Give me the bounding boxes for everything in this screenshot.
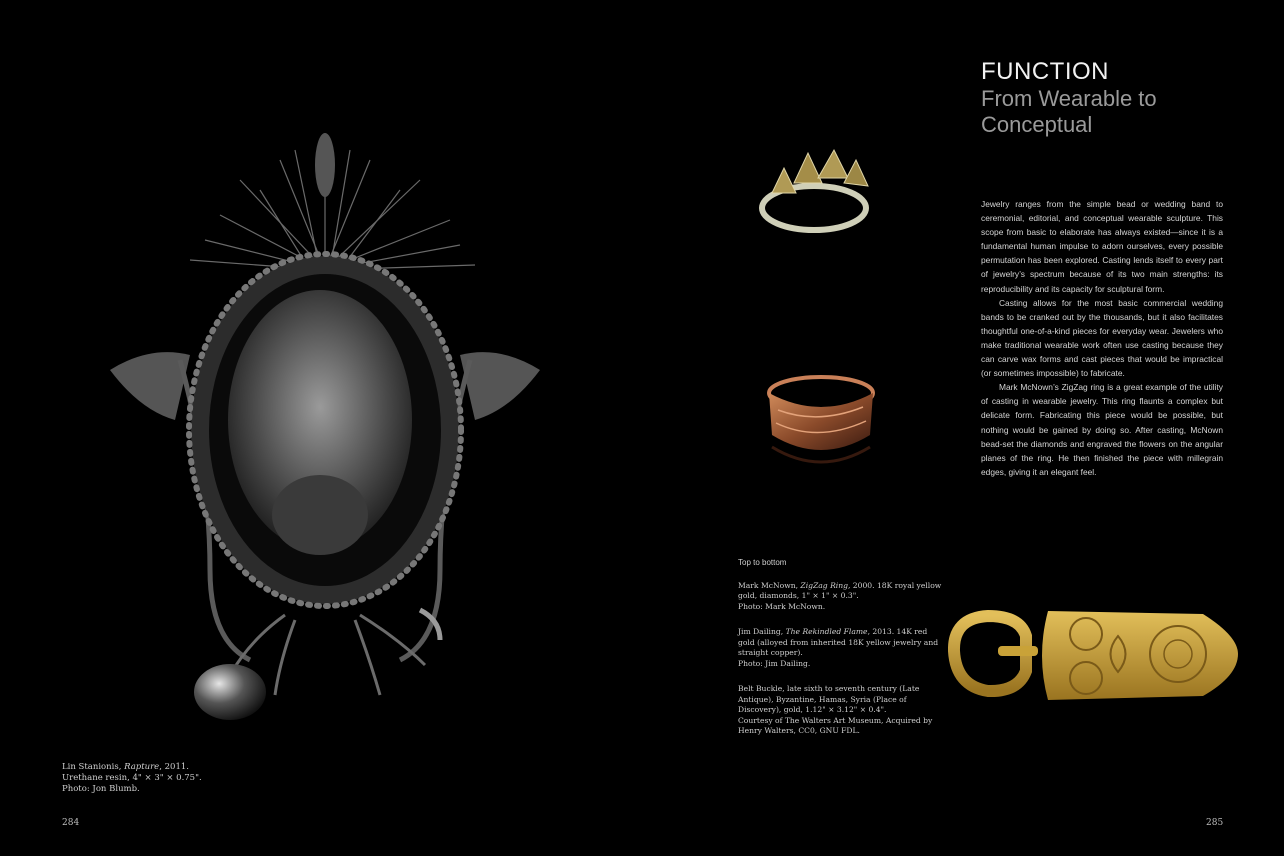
paragraph: Casting allows for the most basic commercial wedding bands to be cranked out by the thousands, but it also facilitates thoughtful one-of-a-kind pieces for everyday wear. Jewelers who make traditional wearable work often use casting because they can carve wax forms and cast pieces that would be impractical (or sometimes impossible) to fabricate. xyxy=(981,297,1223,379)
image-captions xyxy=(738,558,943,752)
crest-bud xyxy=(315,133,335,197)
rekindled-flame-ring-photo xyxy=(758,365,884,485)
body-text xyxy=(981,197,1223,479)
caption-ring-1: Mark McNown, ZigZag Ring, 2000. 18K royal yellow gold, diamonds, 1" × 1" × 0.3". Photo: Mark McNown. xyxy=(738,580,942,611)
right-flower xyxy=(460,352,540,420)
brooch-caption: Lin Stanionis, Rapture, 2011. Urethane resin, 4" × 3" × 0.75". Photo: Jon Blumb. xyxy=(62,762,202,794)
section-heading: FUNCTION xyxy=(981,58,1109,85)
paragraph: Jewelry ranges from the simple bead or wedding band to ceremonial, editorial, and conceptual wearable sculpture. This scope from basic to elaborate has always existed—since it is a fundamental human impulse to adorn ourselves, every possible permutation has been explored. Casting lends itself to every part of jewelry’s spectrum because of its two main strengths: its reproducibility and its capacity for sculptural form. xyxy=(981,199,1223,294)
brooch-photo xyxy=(80,120,570,730)
belt-buckle-photo xyxy=(948,596,1242,714)
page-number-left: 284 xyxy=(62,818,80,828)
section-subheading: From Wearable to Conceptual xyxy=(981,86,1157,137)
zigzag-ring-photo xyxy=(752,138,880,248)
paragraph: Mark McNown’s ZigZag ring is a great example of the utility of casting in wearable jewelry. This ring flaunts a complex but delicate form. Fabricating this piece would be possible, but nothing would be gained by doing so. After casting, McNown bead-set the diamonds and engraved the flowers on the angular planes of the ring. He then finished the piece with millegrain edges, giving it an elegant feel. xyxy=(981,382,1223,477)
caption-buckle: Belt Buckle, late sixth to seventh century (Late Antique), Byzantine, Hamas, Syria (Place of Discovery), gold, 1.12" × 3.12" × 0.4". Courtesy of The Walters Art Museum, Acquired by Henry Walters, CC0, GNU FDL. xyxy=(738,684,933,735)
left-flower xyxy=(110,352,190,420)
captions-header: Top to bottom xyxy=(738,558,787,567)
page-number-right: 285 xyxy=(1206,818,1224,828)
caption-ring-2: Jim Dailing, The Rekindled Flame, 2013. 14K red gold (alloyed from inherited 18K yellow jewelry and straight copper). Photo: Jim Dailing. xyxy=(738,627,939,668)
beetle xyxy=(194,664,266,720)
creature-head xyxy=(272,475,368,555)
